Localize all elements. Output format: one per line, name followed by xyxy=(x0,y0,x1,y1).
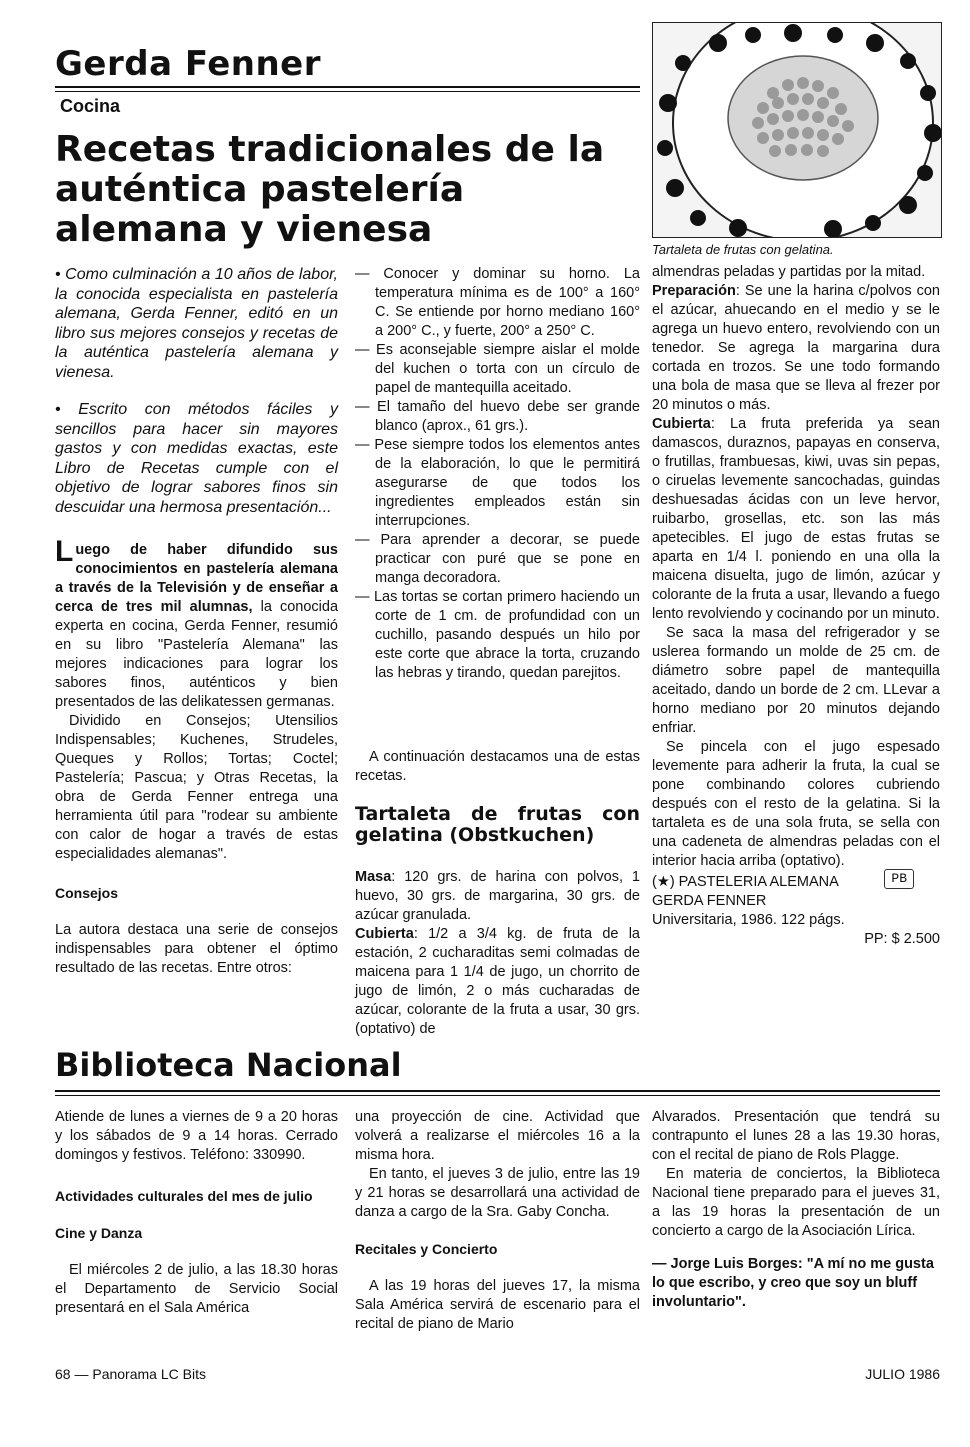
column-2 xyxy=(355,265,640,683)
recital-continuation: Alvarados. Presentación que tendrá su contrapunto el lunes 28 a las 19.30 horas, con el recital de piano de Rols Plagge. xyxy=(652,1109,940,1163)
recital-paragraph: A las 19 horas del jueves 17, la misma Sala América servirá de escenario para el recital de piano de Mario xyxy=(355,1278,640,1332)
column-2-recipe xyxy=(355,748,640,1039)
tip-4: — Pese siempre todos los elementos antes de la elaboración, lo que le permitirá asegurarse de que todos los ingredientes empleados están sin interrupciones. xyxy=(355,437,640,529)
recipe-col3-start: almendras peladas y partidas por la mitad. xyxy=(652,264,926,280)
tip-5: — Para aprender a decorar, se puede practicar con puré que se pone en manga decoradora. xyxy=(355,532,640,586)
actividades-heading: Actividades culturales del mes de julio xyxy=(55,1188,313,1204)
footer-date: JULIO 1986 xyxy=(865,1366,940,1382)
cubierta2-paragraph xyxy=(652,415,940,624)
intro-bullet-1: • Como culminación a 10 años de labor, la conocida especialista en pastelería alemana, Gerda Fenner, editó en un libro sus mejores consejos y recetas de la auténtica pastelería alemana y vienesa. xyxy=(55,266,338,381)
recitales-heading: Recitales y Concierto xyxy=(355,1241,498,1257)
masa-text: : 120 grs. de harina con polvos, 1 huevo, 30 grs. de margarina, 30 grs. de azúcar granulada. xyxy=(355,869,640,923)
lead-paragraph xyxy=(55,535,339,712)
pb-signature: PB xyxy=(884,869,914,889)
header-rule-thin xyxy=(55,91,640,92)
headline: Recetas tradicionales de la auténtica pastelería alemana y vienesa xyxy=(55,129,605,250)
recipe-para-b: Se pincela con el jugo espesado levemente para adherir la fruta, la cual se pone combinando colores cubriendo después con el resto de la gelatina. Si la tartaleta es de una sola fruta, se sella con una cadeneta de almendras peladas con el interior hacia arriba (optativo). xyxy=(652,739,940,869)
cubierta-text: : 1/2 a 3/4 kg. de fruta de la estación, 2 cucharaditas semi colmadas de maicena para 1 1/4 de jugo, un chorrito de jugo de limón, 2 o más cucharadas de azúcar, colorante de la fruta a usar, 30 grs. (optativo) de xyxy=(355,926,640,1037)
cubierta2-text: : La fruta preferida ya sean damascos, duraznos, papayas en conserva, o frutillas, frambuesas, kiwi, uvas sin pepas, o ciruelas levemente sancochadas, guindas deshuesadas ácidas con un leve hervor, ruibarbo, grosellas, etc. son las más apetecibles. El jugo de estas frutas se aparta en 1/4 l. poniendo en una olla la maicena disuelta, jugo de limón, azúcar y colorante de la fruta a usar, llevando a fuego lento revolviendo y cocinando por un minuto. xyxy=(652,416,940,622)
body-paragraph-2: Dividido en Consejos; Utensilios Indispensables; Kuchenes, Strudeles, Queques y Rollos; Tortas; Coctel; Pastelería; Pascua; y Otras Recetas, la obra de Gerda Fenner entrega una herramienta útil para "rodear su ambiente con calor de hogar a través de estas especialidades alemanas". xyxy=(55,713,338,862)
book-info xyxy=(652,873,940,949)
book-line-2: GERDA FENNER xyxy=(652,893,767,909)
column-1 xyxy=(55,265,338,978)
author-name: Gerda Fenner xyxy=(55,44,321,84)
tart-photo xyxy=(652,22,942,238)
lead-bold: uego de haber difundido sus conocimientos en pastelería alemana a través de la Televisión y de enseñar a cerca de tres mil alumnas, xyxy=(55,542,338,615)
tip-6: — Las tortas se cortan primero haciendo un corte de 1 cm. de profundidad con un cuchillo, pasando después un hilo por este corte que abrace la torta, cruzando las hebras y tirando, quedan parejitos. xyxy=(355,589,640,681)
book-price: PP: $ 2.500 xyxy=(864,931,940,947)
cubierta2-label: Cubierta xyxy=(652,416,711,432)
consejos-heading: Consejos xyxy=(55,885,119,901)
photo-caption: Tartaleta de frutas con gelatina. xyxy=(652,242,834,257)
tip-1: — Conocer y dominar su horno. La temperatura mínima es de 100° a 160° C. Se entiende por horno mediano 160° a 200° C., y fuerte, 200° a 250° C. xyxy=(355,266,640,339)
biblioteca-title: Biblioteca Nacional xyxy=(55,1046,402,1084)
biblioteca-column-2 xyxy=(355,1108,640,1334)
header-rule xyxy=(55,86,640,88)
preparacion-label: Preparación xyxy=(652,283,736,299)
cubierta-paragraph xyxy=(355,925,640,1039)
preparacion-paragraph xyxy=(652,282,940,415)
masa-label: Masa xyxy=(355,869,392,885)
biblioteca-rule-thin xyxy=(55,1095,940,1096)
column-3 xyxy=(652,263,940,949)
cine-paragraph: El miércoles 2 de julio, a las 18.30 horas el Departamento de Servicio Social presentará en el Sala América xyxy=(55,1262,338,1316)
borges-quote: — Jorge Luis Borges: "A mí no me gusta lo que escribo, y creo que soy un bluff involuntario". xyxy=(652,1256,934,1310)
recipe-para-a: Se saca la masa del refrigerador y se uslerea formando un molde de 25 cm. de diámetro sobre papel de mantequilla aceitado, dando un borde de 2 cm. LLevar a horno mediano por 20 minutos dejando enfriar. xyxy=(652,625,940,736)
danza-paragraph: En tanto, el jueves 3 de julio, entre las 19 y 21 horas se desarrollará una actividad de danza a cargo de la Sra. Gaby Concha. xyxy=(355,1166,640,1220)
recipe-title: Tartaleta de frutas con gelatina (Obstkuchen) xyxy=(355,803,640,846)
tip-3: — El tamaño del huevo debe ser grande blanco (aprox., 61 grs.). xyxy=(355,399,640,434)
book-line-3: Universitaria, 1986. 122 págs. xyxy=(652,912,845,928)
cine-danza-heading: Cine y Danza xyxy=(55,1225,143,1241)
conciertos-paragraph: En materia de conciertos, la Biblioteca Nacional tiene preparado para el jueves 31, a las 19 horas la presentación de un concierto a cargo de la Asociación Lírica. xyxy=(652,1166,940,1239)
biblioteca-column-3 xyxy=(652,1108,940,1312)
tart-image xyxy=(653,23,941,237)
footer-page: 68 — Panorama LC Bits xyxy=(55,1366,206,1382)
biblioteca-hours: Atiende de lunes a viernes de 9 a 20 horas y los sábados de 9 a 14 horas. Cerrado domingos y festivos. Teléfono: 330990. xyxy=(55,1109,338,1163)
cubierta-label: Cubierta xyxy=(355,926,414,942)
cine-continuation: una proyección de cine. Actividad que volverá a realizarse el miércoles 16 a la misma hora. xyxy=(355,1109,640,1163)
masa-paragraph xyxy=(355,868,640,925)
section-label: Cocina xyxy=(60,96,121,116)
biblioteca-rule xyxy=(55,1090,940,1092)
book-line-1: (★) PASTELERIA ALEMANA xyxy=(652,874,839,890)
drop-cap: L xyxy=(55,535,74,568)
biblioteca-column-1 xyxy=(55,1108,338,1318)
recipe-intro: A continuación destacamos una de estas recetas. xyxy=(355,749,640,784)
preparacion-text: : Se une la harina c/polvos con el azúcar, ahuecando en el medio y se le agrega un huevo entero, revolviendo con un tenedor. Se agrega la margarina dura cortada en trozos. Se une todo formando una bola de masa que se lleva al frezer por 20 minutos o más. xyxy=(652,283,940,413)
lead-rest: la conocida experta en cocina, Gerda Fenner, resumió en su libro "Pastelería Alemana" las mejores indicaciones para lograr los sabores finos, auténticos y bien presentados de las delikatessen germanas. xyxy=(55,599,339,710)
intro-bullet-2: • Escrito con métodos fáciles y sencillos para hacer sin mayores gastos y con medidas exactas, este Libro de Recetas cumple con el objetivo de lograr sabores finos sin descuidar una hermosa presentación... xyxy=(55,401,338,516)
tip-2: — Es aconsejable siempre aislar el molde del kuchen o torta con un círculo de papel de mantequilla aceitado. xyxy=(355,342,640,396)
consejos-paragraph: La autora destaca una serie de consejos indispensables para obtener el óptimo resultado de las recetas. Entre otros: xyxy=(55,922,338,976)
